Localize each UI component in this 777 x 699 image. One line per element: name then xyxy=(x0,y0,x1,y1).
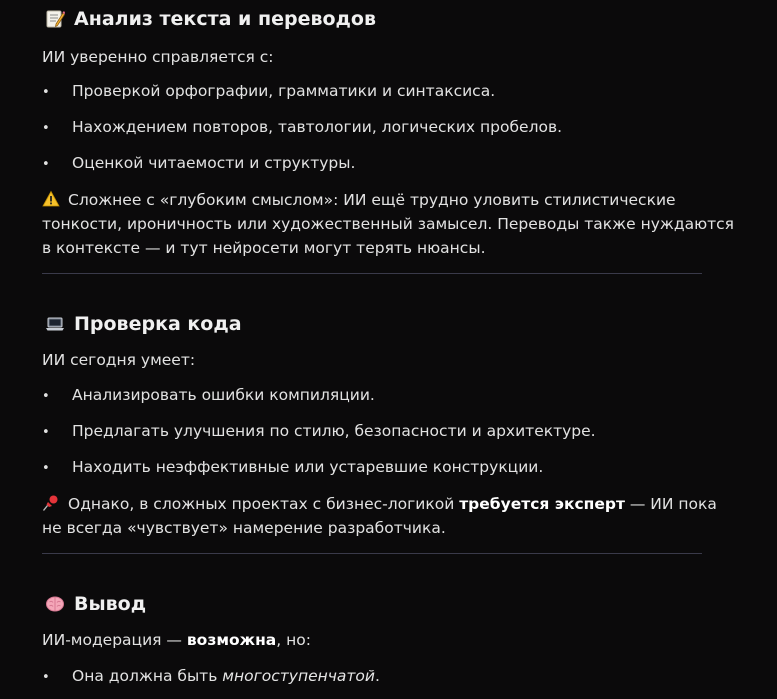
section-heading-text-analysis xyxy=(44,8,376,30)
list-item: • Находить неэффективные или устаревшие конструкции. xyxy=(42,456,722,480)
section-heading-conclusion xyxy=(44,593,146,615)
bullet-dot: • xyxy=(42,389,50,404)
list-item: • Анализировать ошибки компиляции. xyxy=(42,384,722,408)
note-paragraph: Сложнее с «глубоким смыслом»: ИИ ещё трудно уловить стилистические тонкости, ироничность или художественный замысел. Переводы также нуждаются в контексте — и тут нейросети могут терять нюансы. xyxy=(42,191,734,257)
bullet-dot: • xyxy=(42,85,50,100)
section-heading-code-review xyxy=(44,313,242,335)
bullet-dot: • xyxy=(42,425,50,440)
note-paragraph: Однако, в сложных проектах с бизнес-логикой требуется эксперт — ИИ пока не всегда «чувствует» намерение разработчика. xyxy=(42,495,717,537)
list-item: • Нахождением повторов, тавтологии, логических пробелов. xyxy=(42,116,722,140)
bullet-dot: • xyxy=(42,157,50,172)
section-intro: ИИ-модерация — возможна, но: xyxy=(42,631,311,649)
section-title: Анализ текста и переводов xyxy=(74,8,376,30)
list-item: • Проверкой орфографии, грамматики и синтаксиса. xyxy=(42,80,722,104)
brain-icon xyxy=(44,593,66,615)
warning-icon xyxy=(42,190,60,208)
bullet-dot: • xyxy=(42,670,50,685)
bullet-dot: • xyxy=(42,461,50,476)
section-divider xyxy=(42,553,702,554)
list-item: • Оценкой читаемости и структуры. xyxy=(42,152,722,176)
section-intro: ИИ уверенно справляется с: xyxy=(42,48,274,66)
pushpin-icon xyxy=(42,494,60,512)
section-title: Вывод xyxy=(74,593,147,615)
memo-icon xyxy=(44,8,66,30)
section-divider xyxy=(42,273,702,274)
bullet-dot: • xyxy=(42,121,50,136)
section-intro: ИИ сегодня умеет: xyxy=(42,351,196,369)
section-title: Проверка кода xyxy=(74,313,242,335)
list-item: • Она должна быть многоступенчатой. xyxy=(42,665,722,689)
laptop-icon xyxy=(44,313,66,335)
list-item: • Предлагать улучшения по стилю, безопасности и архитектуре. xyxy=(42,420,722,444)
